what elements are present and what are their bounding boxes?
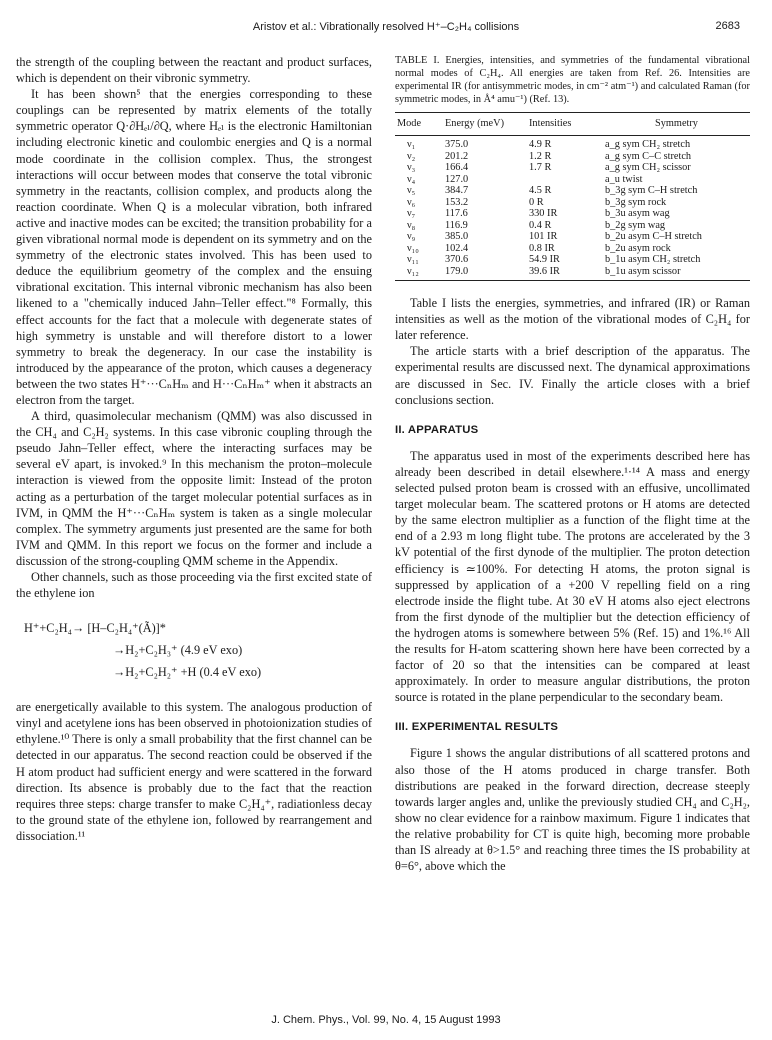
table-cell: 101 IR — [529, 231, 558, 243]
column-header: Energy (meV) — [443, 113, 527, 136]
table-cell: 166.4 — [445, 162, 469, 174]
column-header: Intensities — [527, 113, 603, 136]
equation-line: →H₂+C₂H₃⁺ (4.9 eV exo) — [113, 643, 243, 658]
reaction-equations — [16, 617, 372, 683]
equation-line: →H₂+C₂H₂⁺ +H (0.4 eV exo) — [113, 665, 262, 680]
table-cell: b_2g sym wag — [605, 219, 666, 231]
table-cell: 384.7 — [445, 185, 469, 197]
table-cell: a_u twist — [605, 173, 643, 185]
table-cell: 370.6 — [445, 254, 469, 266]
table-cell: ν₅ — [407, 185, 416, 197]
table-cell: 116.9 — [445, 219, 468, 231]
table-row — [395, 136, 750, 151]
table-cell: ν₂ — [407, 150, 416, 162]
table-cell: 330 IR — [529, 208, 558, 220]
table-cell: ν₄ — [407, 173, 416, 185]
table-row — [395, 243, 750, 255]
table-row — [395, 220, 750, 232]
paragraph: It has been shown⁵ that the energies corresponding to these couplings can be represented by matrix elements of the totally symmetric operator Q·∂Hₑₗ/∂Q, where Hₑₗ is the electronic Hamiltonian including electronic kinetic and coulombic energies and Q is a normal mode coordinate in the collision complex. Thus, the strongest interactions will occur between modes that conserve the total vibronic symmetry in the reactants, collision complex, and products along the reaction coordinate. When Q is a molecular vibration, both infrared active and inactive modes can be excited; the transition probability for a given vibrational normal mode is dependent on its symmetry and on the symmetry of the electronic states involved. This has been used to deduce the equilibrium geometry of the complex and the ensuing vibrational excitation. This internal vibronic mechanism has also been likened to a "chemically induced Jahn–Teller effect."⁸ Formally, this effect accounts for the fact that a molecule with degenerate states of high symmetry is unstable and will therefore distort to a lower symmetry to break the degeneracy. In our case the instability is introduced by the appearance of the proton, which causes a degeneracy between the two states H⁺···CₙHₘ and H···CₙHₘ⁺ when it abstracts an electron from the target. — [16, 87, 372, 407]
table-cell: 1.7 R — [529, 162, 552, 174]
running-title: Aristov et al.: Vibrationally resolved H⁺–C₂H₄ collisions — [252, 21, 520, 33]
table-cell: 0.8 IR — [529, 242, 555, 254]
table-header-row — [395, 113, 750, 136]
table-cell: 201.2 — [445, 150, 469, 162]
table-cell: b_3u asym wag — [605, 208, 670, 220]
table-cell: ν₇ — [407, 208, 416, 220]
table-cell: 127.0 — [445, 173, 469, 185]
table-cell: 4.5 R — [529, 185, 552, 197]
table-row — [395, 151, 750, 163]
table-cell: ν₈ — [407, 219, 416, 231]
table-cell: 0 R — [529, 196, 544, 208]
table-row — [395, 162, 750, 174]
table-cell: 153.2 — [445, 196, 469, 208]
table-cell: 0.4 R — [529, 219, 552, 231]
table-cell: 375.0 — [445, 139, 469, 151]
table-cell: ν₁₁ — [407, 254, 419, 266]
table-cell: 385.0 — [445, 231, 469, 243]
right-column — [395, 54, 750, 874]
table-cell: 102.4 — [445, 242, 469, 254]
table-row — [395, 185, 750, 197]
section-heading: II. APPARATUS — [395, 423, 479, 436]
table-row — [395, 174, 750, 186]
table-cell: 179.0 — [443, 266, 527, 281]
table-row — [395, 231, 750, 243]
table-cell: ν₁₂ — [395, 266, 443, 281]
table-cell: ν₁ — [407, 139, 416, 151]
page-number: 2683 — [715, 20, 740, 32]
table-row — [395, 208, 750, 220]
paragraph: Figure 1 shows the angular distributions of all scattered protons and also those of the H atoms produced in charge transfer. Both distributions are peaked in the forward direction, decrease steeply towards larger angles and, unlike the previously studied CH₄ and C₂H₂, show no clear evidence for a rainbow maximum. Figure 1 indicates that the relative probability for CT is quite high, becoming more probable than IS already at θ>1.5° and reaching three times the IS probability at θ=6°, above which the — [395, 746, 750, 874]
table-cell: ν₃ — [407, 162, 416, 174]
table-cell: ν₉ — [407, 231, 416, 243]
paragraph: are energetically available to this system. The analogous production of vinyl and acetylene ions has been observed in photoionization studies of ethylene.¹⁰ There is only a small probability that the first channel can be detected in our apparatus. The second reaction could be observed if the H atom product had sufficient energy and were scattered in the forward direction. Its absence is probably due to the fact that the reaction requires three steps: charge transfer to make C₂H₄⁺, radiationless decay to the ground state of the ethylene ion, followed by rearrangement and dissociation.¹¹ — [16, 700, 372, 843]
column-header: Mode — [395, 113, 443, 136]
paragraph: Table I lists the energies, symmetries, and infrared (IR) or Raman intensities as well as the motion of the vibrational modes of C₂H₄ for later reference. — [395, 296, 750, 343]
table-cell: b_3g sym rock — [605, 196, 667, 208]
table-cell: a_g sym CH₂ stretch — [605, 139, 691, 151]
table-cell: 39.6 IR — [527, 266, 603, 281]
table-row — [395, 254, 750, 266]
journal-footer: J. Chem. Phys., Vol. 99, No. 4, 15 August 1993 — [271, 1014, 501, 1026]
table-caption: TABLE I. Energies, intensities, and symmetries of the fundamental vibrational normal modes of C₂H₄. All energies are taken from Ref. 26. Intensities are experimental IR (for antisymmetric modes, in cm⁻² atm⁻¹) and calculated Raman (for symmetric modes, in Å⁴ amu⁻¹) (Ref. 13). — [395, 55, 750, 105]
equation-line: H⁺+C₂H₄→ [H–C₂H₄⁺(Ã)]* — [24, 621, 166, 636]
table-cell: ν₁₀ — [407, 242, 419, 254]
table-row — [395, 197, 750, 209]
column-header: Symmetry — [603, 113, 750, 136]
table-cell: b_3g sym C–H stretch — [605, 185, 698, 197]
table-cell: b_1u asym CH₂ stretch — [605, 254, 701, 266]
paragraph: Other channels, such as those proceeding via the first excited state of the ethylene ion — [16, 570, 372, 601]
table-cell: 1.2 R — [529, 150, 552, 162]
vibrational-modes-table — [395, 112, 750, 281]
table-cell: b_2u asym C–H stretch — [605, 231, 702, 243]
left-column — [16, 54, 372, 844]
section-heading: III. EXPERIMENTAL RESULTS — [395, 721, 559, 734]
paragraph: The article starts with a brief description of the apparatus. The experimental results are discussed next. The dynamical approximations are discussed in Sec. IV. Finally the article closes with a brief conclusions section. — [395, 344, 750, 407]
paragraph: The apparatus used in most of the experiments described here has already been described in detail elsewhere.¹·¹⁴ A mass and energy selected pulsed proton beam is crossed with an effusive, uncollimated target molecular beam. The scattered protons or H atoms are detected by the same electron multiplier as a function of the flight time at the end of a 2.93 m long flight tube. The protons are accelerated by the 3 kV potential of the first dynode of the multiplier. The proton detection efficiency is ≃100%. For detecting H atoms, the proton signal is suppressed by application of a +200 V repelling field on a ring electrode inside the flight tube. At 30 eV H atoms also eject electrons from the first dynode of the multiplier but the detection efficiency of the hydrogen atoms is somewhere between 5% (Ref. 15) and 1%.¹⁶ All the results for H-atom scattering shown here have been corrected by a factor of 20 so that the intensities can be compared at least approximately. In order to measure angular distributions, the proton source is rotated in the plane perpendicular to the secondary beam. — [395, 448, 750, 705]
table-row — [395, 266, 750, 281]
table-cell: 117.6 — [445, 208, 468, 220]
table-cell: ν₆ — [407, 196, 416, 208]
table-cell: 54.9 IR — [529, 254, 560, 266]
table-cell: b_1u asym scissor — [603, 266, 750, 281]
table-cell — [527, 174, 603, 186]
table-cell: 4.9 R — [529, 139, 552, 151]
paragraph: A third, quasimolecular mechanism (QMM) was also discussed in the CH₄ and C₂H₂ systems. In this case vibronic coupling through the pseudo Jahn–Teller effect, where the interacting surfaces may be several eV apart, is invoked.⁹ In this mechanism the proton–molecule interaction is viewed from the opposite limit: Instead of the proton acting as a perturbation of the target molecular potential surfaces as in IVM, in QMM the H⁺···CₙHₘ system is taken as a single molecular complex. The symmetry arguments just presented are the same for both IVM and QMM. In this report we focus on the former and include a discussion of the strong-coupling QMM scheme in the Appendix. — [16, 409, 372, 568]
table-cell: a_g sym C–C stretch — [605, 150, 692, 162]
paragraph: the strength of the coupling between the reactant and product surfaces, which is dependent on their vibronic symmetry. — [16, 55, 372, 86]
table-cell: b_2u asym rock — [605, 242, 671, 254]
table-cell: a_g sym CH₂ scissor — [605, 162, 691, 174]
